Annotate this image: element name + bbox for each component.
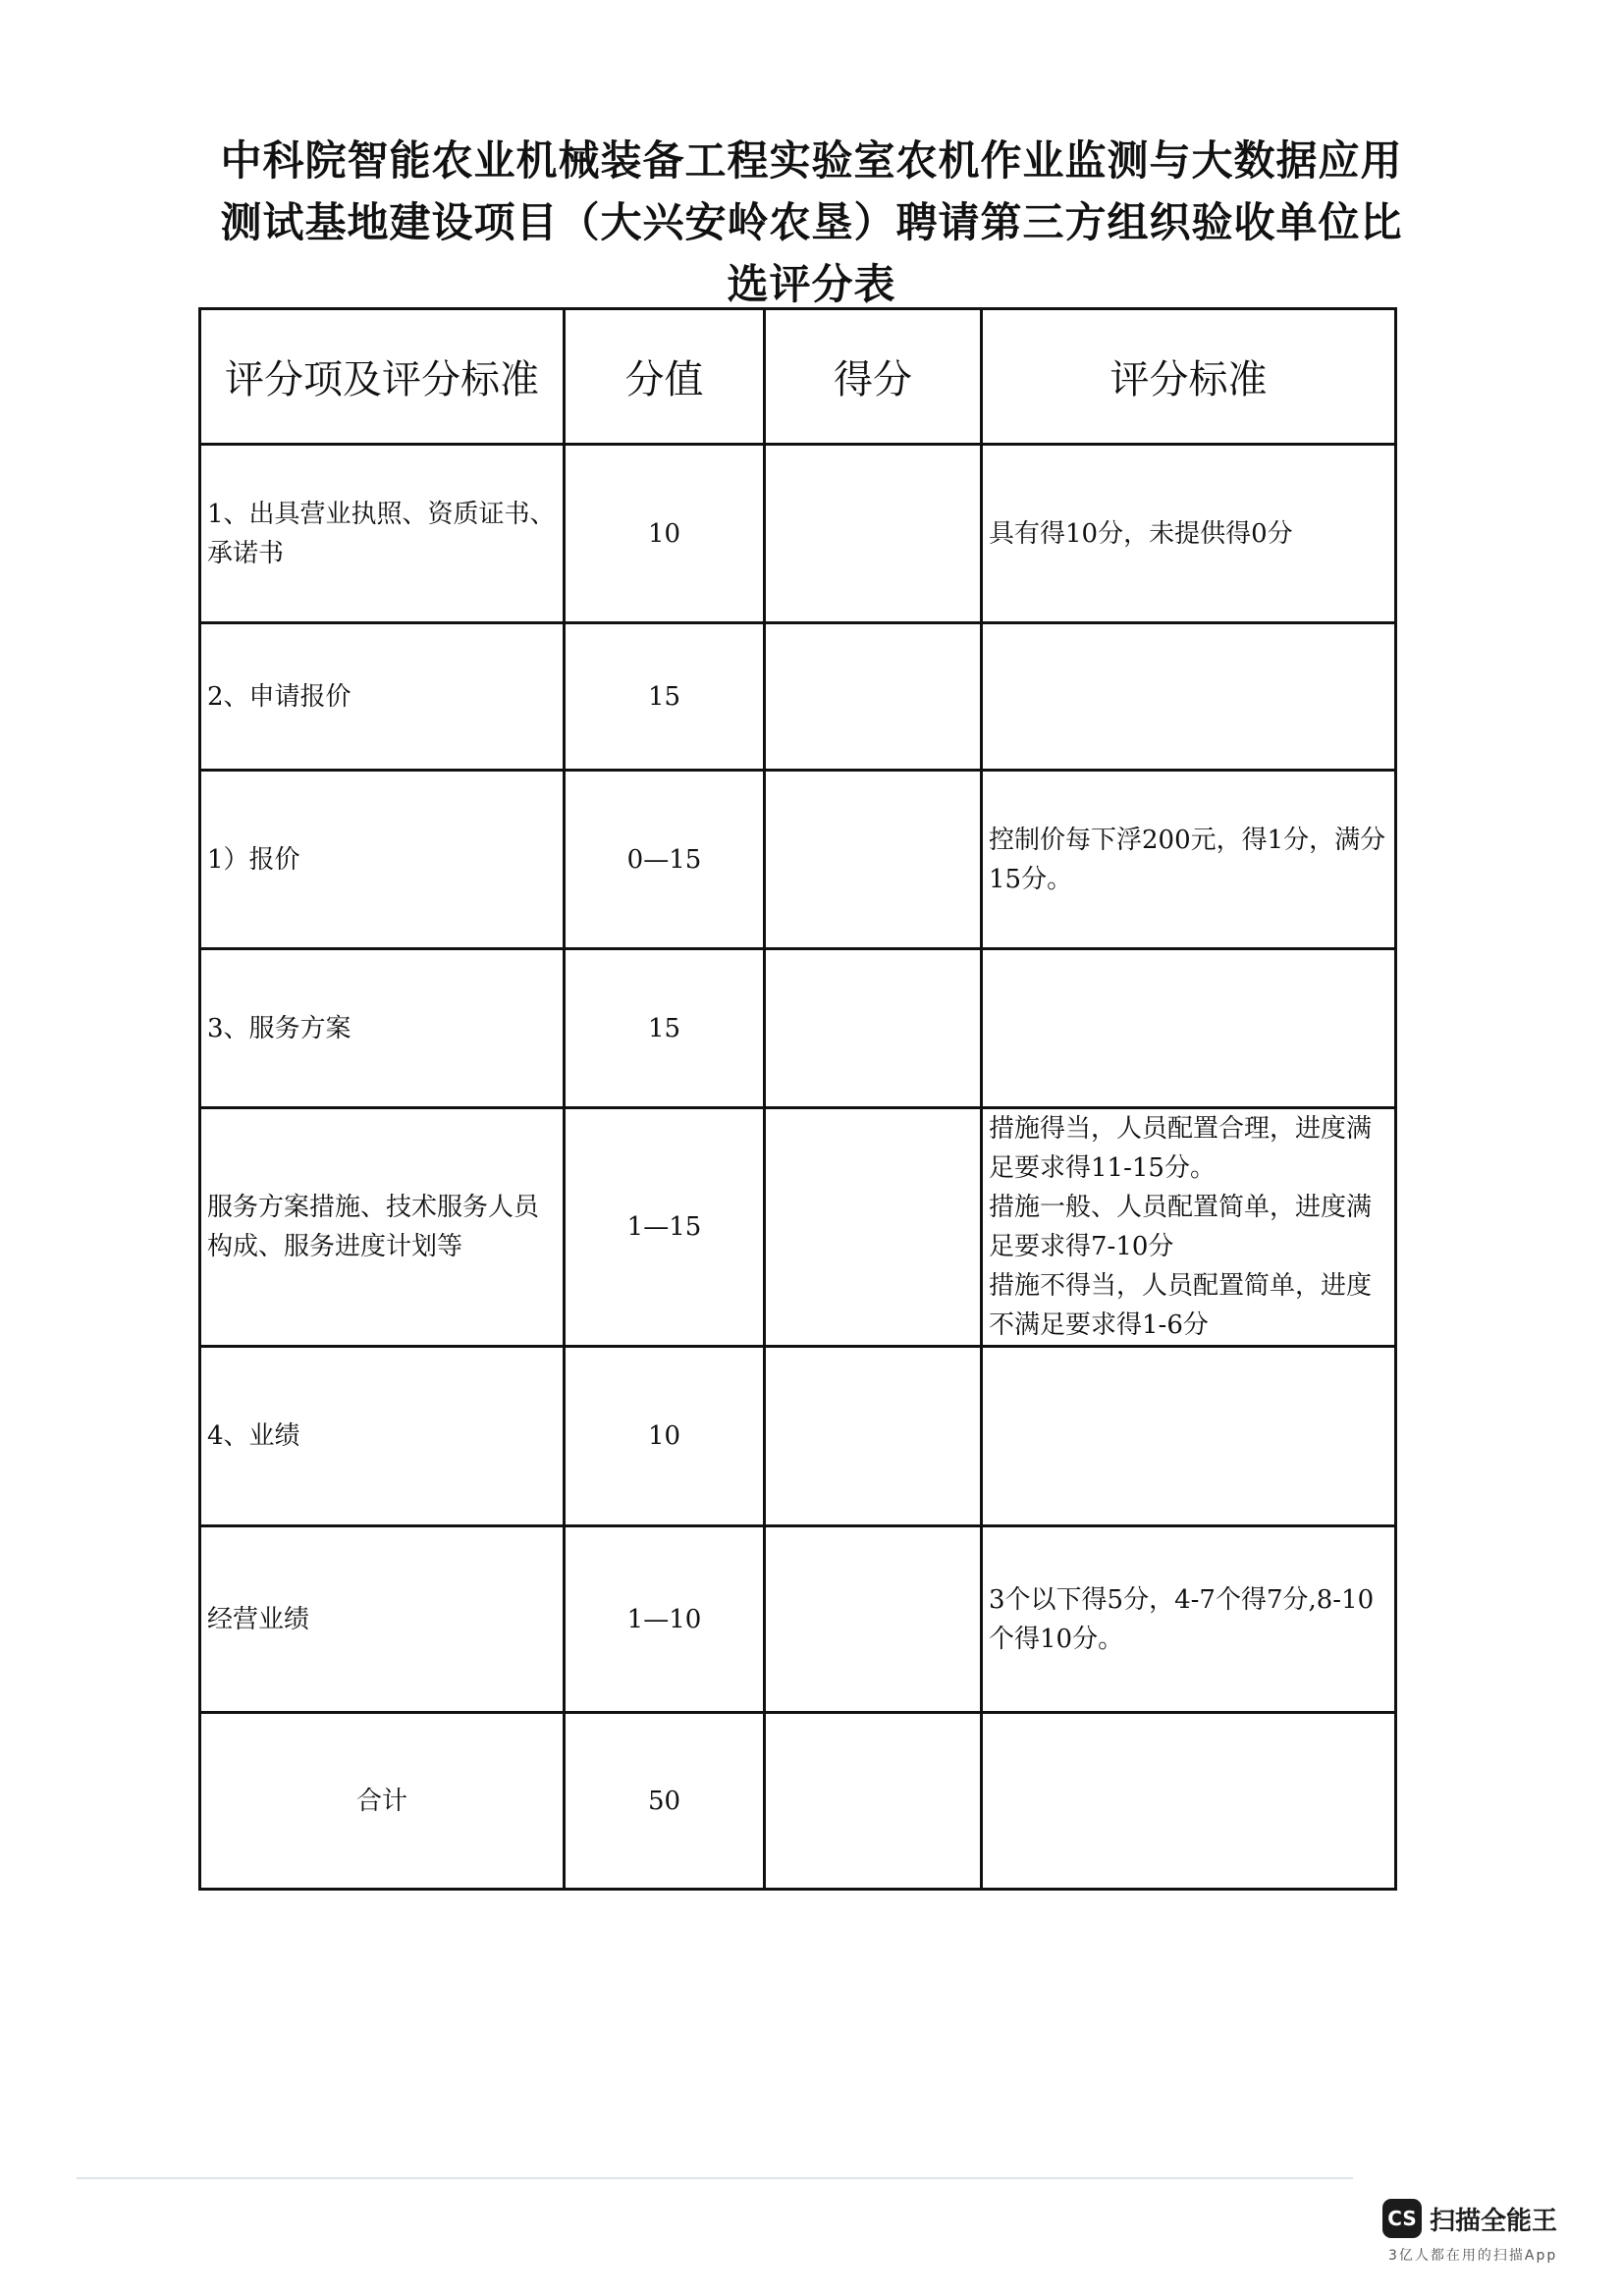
header-score: 得分 bbox=[765, 309, 982, 445]
row-criteria bbox=[982, 1347, 1396, 1526]
row-score bbox=[765, 771, 982, 949]
row-score bbox=[765, 1108, 982, 1347]
header-criteria: 评分标准 bbox=[982, 309, 1396, 445]
row-criteria: 3个以下得5分，4-7个得7分,8-10个得10分。 bbox=[982, 1526, 1396, 1713]
row-item: 服务方案措施、技术服务人员构成、服务进度计划等 bbox=[200, 1108, 565, 1347]
row-item: 经营业绩 bbox=[200, 1526, 565, 1713]
header-item: 评分项及评分标准 bbox=[200, 309, 565, 445]
row-criteria: 控制价每下浮200元，得1分，满分15分。 bbox=[982, 771, 1396, 949]
row-criteria bbox=[982, 623, 1396, 771]
total-value: 50 bbox=[565, 1713, 765, 1890]
total-label: 合计 bbox=[200, 1713, 565, 1890]
row-score bbox=[765, 1347, 982, 1526]
row-value: 15 bbox=[565, 949, 765, 1108]
total-score bbox=[765, 1713, 982, 1890]
row-score bbox=[765, 949, 982, 1108]
row-criteria bbox=[982, 1108, 1396, 1347]
table-row bbox=[200, 949, 1396, 1108]
total-criteria bbox=[982, 1713, 1396, 1890]
row-item: 3、服务方案 bbox=[200, 949, 565, 1108]
criteria-line: 措施得当，人员配置合理，进度满足要求得11-15分。 bbox=[989, 1114, 1373, 1183]
criteria-line: 措施不得当，人员配置简单，进度不满足要求得1-6分 bbox=[989, 1271, 1373, 1340]
row-value: 1—15 bbox=[565, 1108, 765, 1347]
title-line-1: 中科院智能农业机械装备工程实验室农机作业监测与大数据应用 bbox=[220, 136, 1403, 185]
scoring-table bbox=[198, 307, 1397, 1891]
title-line-3: 选评分表 bbox=[727, 260, 896, 308]
row-criteria: 具有得10分，未提供得0分 bbox=[982, 445, 1396, 623]
scanner-app-tagline: 3亿人都在用的扫描App bbox=[1388, 2248, 1558, 2264]
table-row bbox=[200, 445, 1396, 623]
row-value: 10 bbox=[565, 1347, 765, 1526]
row-value: 1—10 bbox=[565, 1526, 765, 1713]
document-title bbox=[0, 130, 1623, 315]
row-item: 4、业绩 bbox=[200, 1347, 565, 1526]
row-item: 2、申请报价 bbox=[200, 623, 565, 771]
table-row bbox=[200, 1526, 1396, 1713]
row-value: 10 bbox=[565, 445, 765, 623]
row-value: 0—15 bbox=[565, 771, 765, 949]
row-item: 1、出具营业执照、资质证书、承诺书 bbox=[200, 445, 565, 623]
title-line-2: 测试基地建设项目（大兴安岭农垦）聘请第三方组织验收单位比 bbox=[220, 198, 1403, 246]
row-criteria bbox=[982, 949, 1396, 1108]
table-row bbox=[200, 1347, 1396, 1526]
table-header-row bbox=[200, 309, 1396, 445]
scanner-watermark bbox=[1382, 2199, 1557, 2238]
table-row bbox=[200, 771, 1396, 949]
row-value: 15 bbox=[565, 623, 765, 771]
total-row bbox=[200, 1713, 1396, 1890]
row-score bbox=[765, 445, 982, 623]
criteria-line: 措施一般、人员配置简单，进度满足要求得7-10分 bbox=[989, 1193, 1373, 1261]
table-row bbox=[200, 1108, 1396, 1347]
row-score bbox=[765, 1526, 982, 1713]
footer-divider bbox=[77, 2177, 1353, 2179]
header-value: 分值 bbox=[565, 309, 765, 445]
row-item: 1）报价 bbox=[200, 771, 565, 949]
camscanner-logo-icon: CS bbox=[1382, 2199, 1422, 2238]
scanner-app-name: 扫描全能王 bbox=[1430, 2206, 1558, 2236]
row-score bbox=[765, 623, 982, 771]
table-row bbox=[200, 623, 1396, 771]
